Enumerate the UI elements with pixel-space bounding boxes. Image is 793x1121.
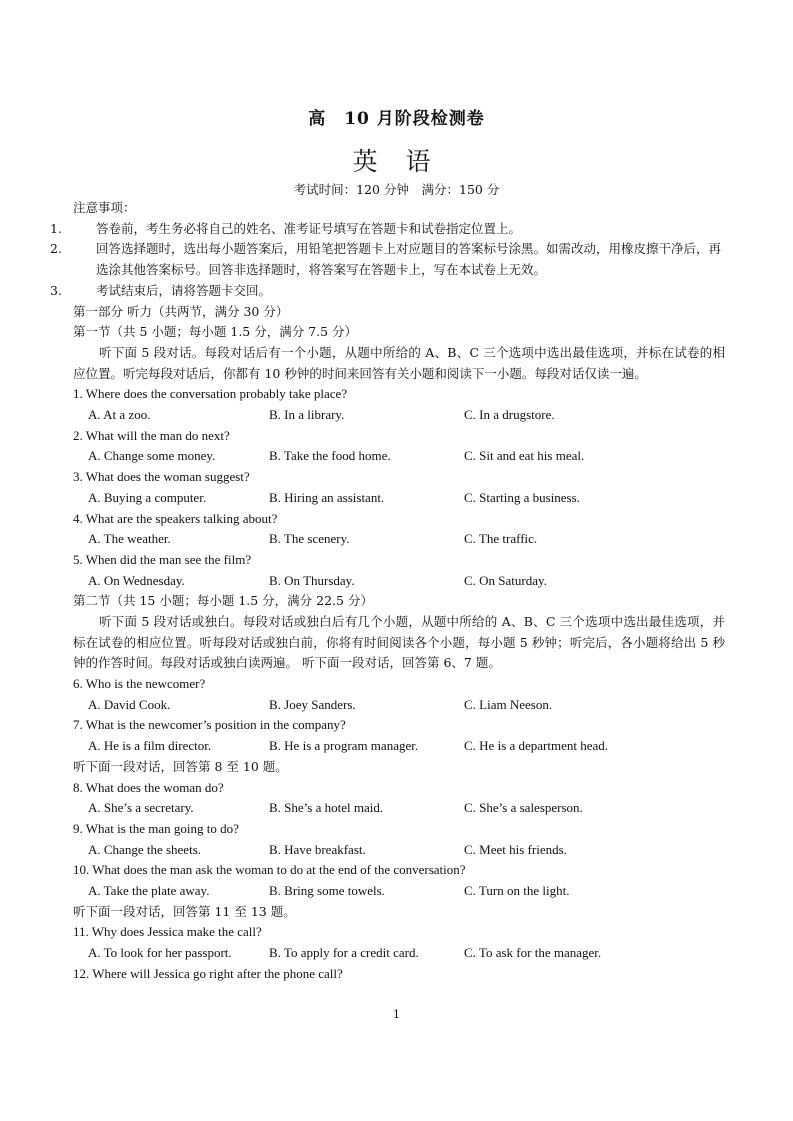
option-a: A. He is a film director. bbox=[88, 738, 212, 754]
option-b: B. He is a program manager. bbox=[269, 738, 419, 754]
option-c: C. He is a department head. bbox=[464, 738, 609, 754]
notice-item-number: 2. bbox=[50, 241, 62, 257]
option-a: A. She’s a secretary. bbox=[88, 800, 194, 816]
question-text: 3. What does the woman suggest? bbox=[73, 469, 250, 485]
option-c: C. She’s a salesperson. bbox=[464, 800, 583, 816]
section1-heading: 第一节（共 5 小题；每小题 1.5 分，满分 7.5 分） bbox=[73, 324, 358, 340]
subject-title: 英 语 bbox=[352, 147, 441, 176]
option-b: B. The scenery. bbox=[269, 531, 350, 547]
option-c: C. The traffic. bbox=[464, 531, 538, 547]
question-options bbox=[73, 571, 725, 592]
option-a: A. Change some money. bbox=[88, 448, 216, 464]
question-text: 6. Who is the newcomer? bbox=[73, 676, 206, 692]
question-text: 2. What will the man do next? bbox=[73, 427, 230, 443]
option-c: C. Turn on the light. bbox=[464, 883, 570, 899]
option-a: A. At a zoo. bbox=[88, 407, 151, 423]
notice-item-text: 答卷前，考生务必将自己的姓名、准考证号填写在答题卡和试卷指定位置上。 bbox=[96, 220, 522, 236]
option-a: A. Take the plate away. bbox=[88, 883, 210, 899]
notice-heading: 注意事项： bbox=[73, 200, 136, 215]
notice-item bbox=[50, 239, 725, 280]
option-a: A. The weather. bbox=[88, 531, 171, 547]
question-text: 10. What does the man ask the woman to do at the end of the conversation? bbox=[73, 862, 466, 878]
question-options bbox=[73, 529, 725, 550]
option-b: B. On Thursday. bbox=[269, 572, 355, 588]
exam-info: 考试时间：120 分钟 满分：150 分 bbox=[293, 182, 500, 197]
option-b: B. She’s a hotel maid. bbox=[269, 800, 384, 816]
section2-instruction: 听下面 5 段对话或独白。每段对话或独白后有几个小题，从题中所给的 A、B、C 三个选项中选出最佳选项，并标在试卷的相应位置。听每段对话或独白前，你将有时间阅读各个小题，每小题 5 秒钟；听完后，各小题将给出 5 秒钟的作答时间。每段对话或独白读两遍。 听下面一段对话，回答第 6、7 题。 bbox=[73, 613, 725, 671]
question-text: 7. What is the newcomer’s position in the company? bbox=[73, 717, 346, 733]
notice-item-number: 3. bbox=[50, 282, 62, 298]
question-options bbox=[73, 736, 725, 757]
exam-title: 高 10 月阶段检测卷 bbox=[308, 109, 485, 129]
section2-heading: 第二节（共 15 小题；每小题 1.5 分，满分 22.5 分） bbox=[73, 593, 373, 609]
page-number: 1 bbox=[393, 1008, 400, 1021]
option-c: C. Meet his friends. bbox=[464, 841, 567, 857]
question-options bbox=[73, 488, 725, 509]
notice-item-number: 1. bbox=[50, 220, 62, 236]
question-text: 4. What are the speakers talking about? bbox=[73, 510, 278, 526]
question-options bbox=[73, 881, 725, 902]
option-b: B. Have breakfast. bbox=[269, 841, 366, 857]
dialogue-lead: 听下面一段对话，回答第 8 至 10 题。 bbox=[73, 758, 288, 774]
section1-instruction: 听下面 5 段对话。每段对话后有一个小题，从题中所给的 A、B、C 三个选项中选出最佳选项，并标在试卷的相应位置。听完每段对话后，你都有 10 秒钟的时间来回答有关小题和阅读下一小题。每段对话仅读一遍。 bbox=[73, 344, 725, 381]
exam-body bbox=[50, 198, 725, 985]
question-options bbox=[73, 446, 725, 467]
option-b: B. To apply for a credit card. bbox=[269, 945, 419, 961]
option-b: B. Joey Sanders. bbox=[269, 696, 356, 712]
option-b: B. Bring some towels. bbox=[269, 883, 385, 899]
option-a: A. Change the sheets. bbox=[88, 841, 202, 857]
option-c: C. Liam Neeson. bbox=[464, 696, 553, 712]
option-b: B. Hiring an assistant. bbox=[269, 489, 385, 505]
notice-item bbox=[50, 219, 725, 240]
question-options bbox=[73, 695, 725, 716]
question-text: 5. When did the man see the film? bbox=[73, 551, 252, 567]
question-text: 1. Where does the conversation probably take place? bbox=[73, 386, 348, 402]
question-text: 11. Why does Jessica make the call? bbox=[73, 924, 262, 940]
option-c: C. To ask for the manager. bbox=[464, 945, 602, 961]
notice-item-text: 回答选择题时，选出每小题答案后，用铅笔把答题卡上对应题目的答案标号涂黑。如需改动，用橡皮擦干净后，再选涂其他答案标号。回答非选择题时，将答案写在答题卡上，写在本试卷上无效。 bbox=[96, 241, 722, 278]
option-c: C. On Saturday. bbox=[464, 572, 547, 588]
option-b: B. Take the food home. bbox=[269, 448, 391, 464]
option-a: A. On Wednesday. bbox=[88, 572, 185, 588]
notice-item bbox=[50, 281, 725, 302]
question-options bbox=[73, 405, 725, 426]
notice-item-text: 考试结束后，请将答题卡交回。 bbox=[96, 282, 272, 298]
option-c: C. Sit and eat his meal. bbox=[464, 448, 585, 464]
dialogue-lead: 听下面一段对话，回答第 11 至 13 题。 bbox=[73, 903, 296, 919]
option-a: A. To look for her passport. bbox=[88, 945, 232, 961]
question-options bbox=[73, 798, 725, 819]
question-options bbox=[73, 943, 725, 964]
option-c: C. In a drugstore. bbox=[464, 407, 555, 423]
question-text: 12. Where will Jessica go right after the phone call? bbox=[73, 965, 343, 981]
option-b: B. In a library. bbox=[269, 407, 345, 423]
option-c: C. Starting a business. bbox=[464, 489, 580, 505]
question-options bbox=[73, 840, 725, 861]
part1-heading: 第一部分 听力（共两节，满分 30 分） bbox=[73, 303, 289, 319]
option-a: A. Buying a computer. bbox=[88, 489, 207, 505]
question-text: 9. What is the man going to do? bbox=[73, 820, 239, 836]
option-a: A. David Cook. bbox=[88, 696, 171, 712]
question-text: 8. What does the woman do? bbox=[73, 779, 224, 795]
